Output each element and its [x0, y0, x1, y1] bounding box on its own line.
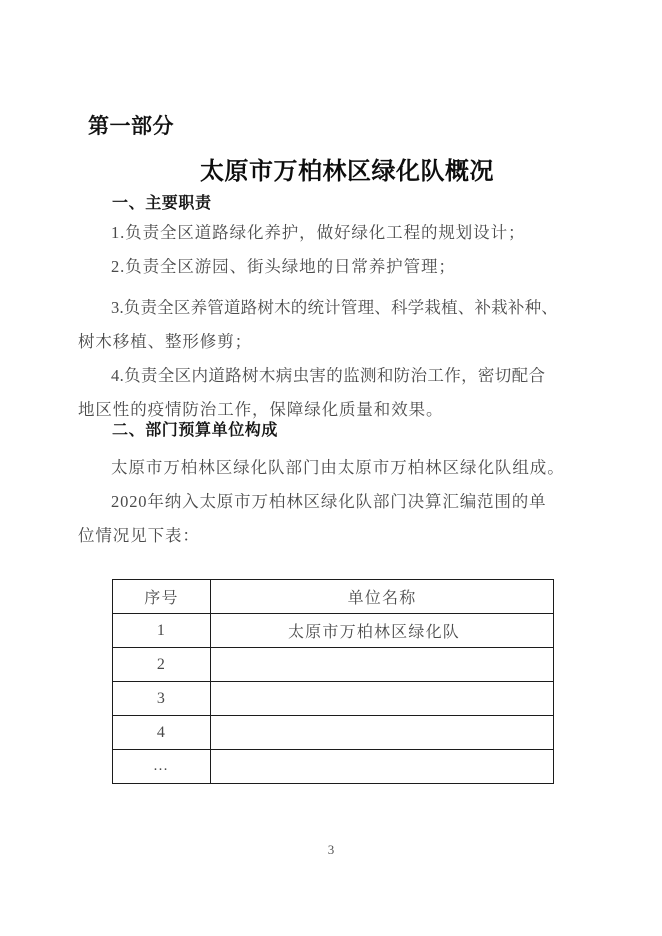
- table-cell-no: 2: [113, 648, 211, 682]
- budget-units-paragraph-1: 太原市万柏林区绿化队部门由太原市万柏林区绿化队组成。: [111, 458, 565, 477]
- part-heading: 第一部分: [88, 114, 174, 138]
- table-cell-unit-name: [211, 648, 554, 682]
- section-heading-budget-units: 二、部门预算单位构成: [112, 420, 279, 439]
- table-row: [113, 716, 554, 750]
- table-cell-unit-name: [211, 716, 554, 750]
- duty-item-3-line-2: 树木移植、整形修剪；: [78, 332, 252, 351]
- page-title: 太原市万柏林区绿化队概况: [200, 157, 494, 185]
- table-cell-no: …: [113, 750, 211, 784]
- duty-item-3-line-1: 3.负责全区养管道路树木的统计管理、科学栽植、补栽补种、: [111, 298, 558, 317]
- table-cell-no: 4: [113, 716, 211, 750]
- table-row: [113, 750, 554, 784]
- budget-units-table: [112, 579, 554, 784]
- duty-item-4-line-1: 4.负责全区内道路树木病虫害的监测和防治工作，密切配合: [111, 366, 546, 385]
- duty-item-1: 1.负责全区道路绿化养护，做好绿化工程的规划设计；: [111, 223, 526, 242]
- table-cell-no: 1: [113, 614, 211, 648]
- table-cell-unit-name: [211, 750, 554, 784]
- table-row: [113, 614, 554, 648]
- duty-item-4-line-2: 地区性的疫情防治工作，保障绿化质量和效果。: [78, 400, 444, 419]
- table-cell-unit-name: [211, 682, 554, 716]
- budget-units-paragraph-2-line-2: 位情况见下表：: [78, 526, 200, 545]
- table-header-no: 序号: [113, 580, 211, 614]
- budget-units-paragraph-2-line-1: 2020年纳入太原市万柏林区绿化队部门决算汇编范围的单: [111, 492, 547, 511]
- table-cell-unit-name: 太原市万柏林区绿化队: [211, 614, 554, 648]
- page-number: 3: [327, 842, 335, 857]
- section-heading-duties: 一、主要职责: [112, 193, 212, 212]
- table-cell-no: 3: [113, 682, 211, 716]
- table-row: [113, 648, 554, 682]
- table-header-unit-name: 单位名称: [211, 580, 554, 614]
- table-header-row: [113, 580, 554, 614]
- duty-item-2: 2.负责全区游园、街头绿地的日常养护管理；: [111, 257, 456, 276]
- table-row: [113, 682, 554, 716]
